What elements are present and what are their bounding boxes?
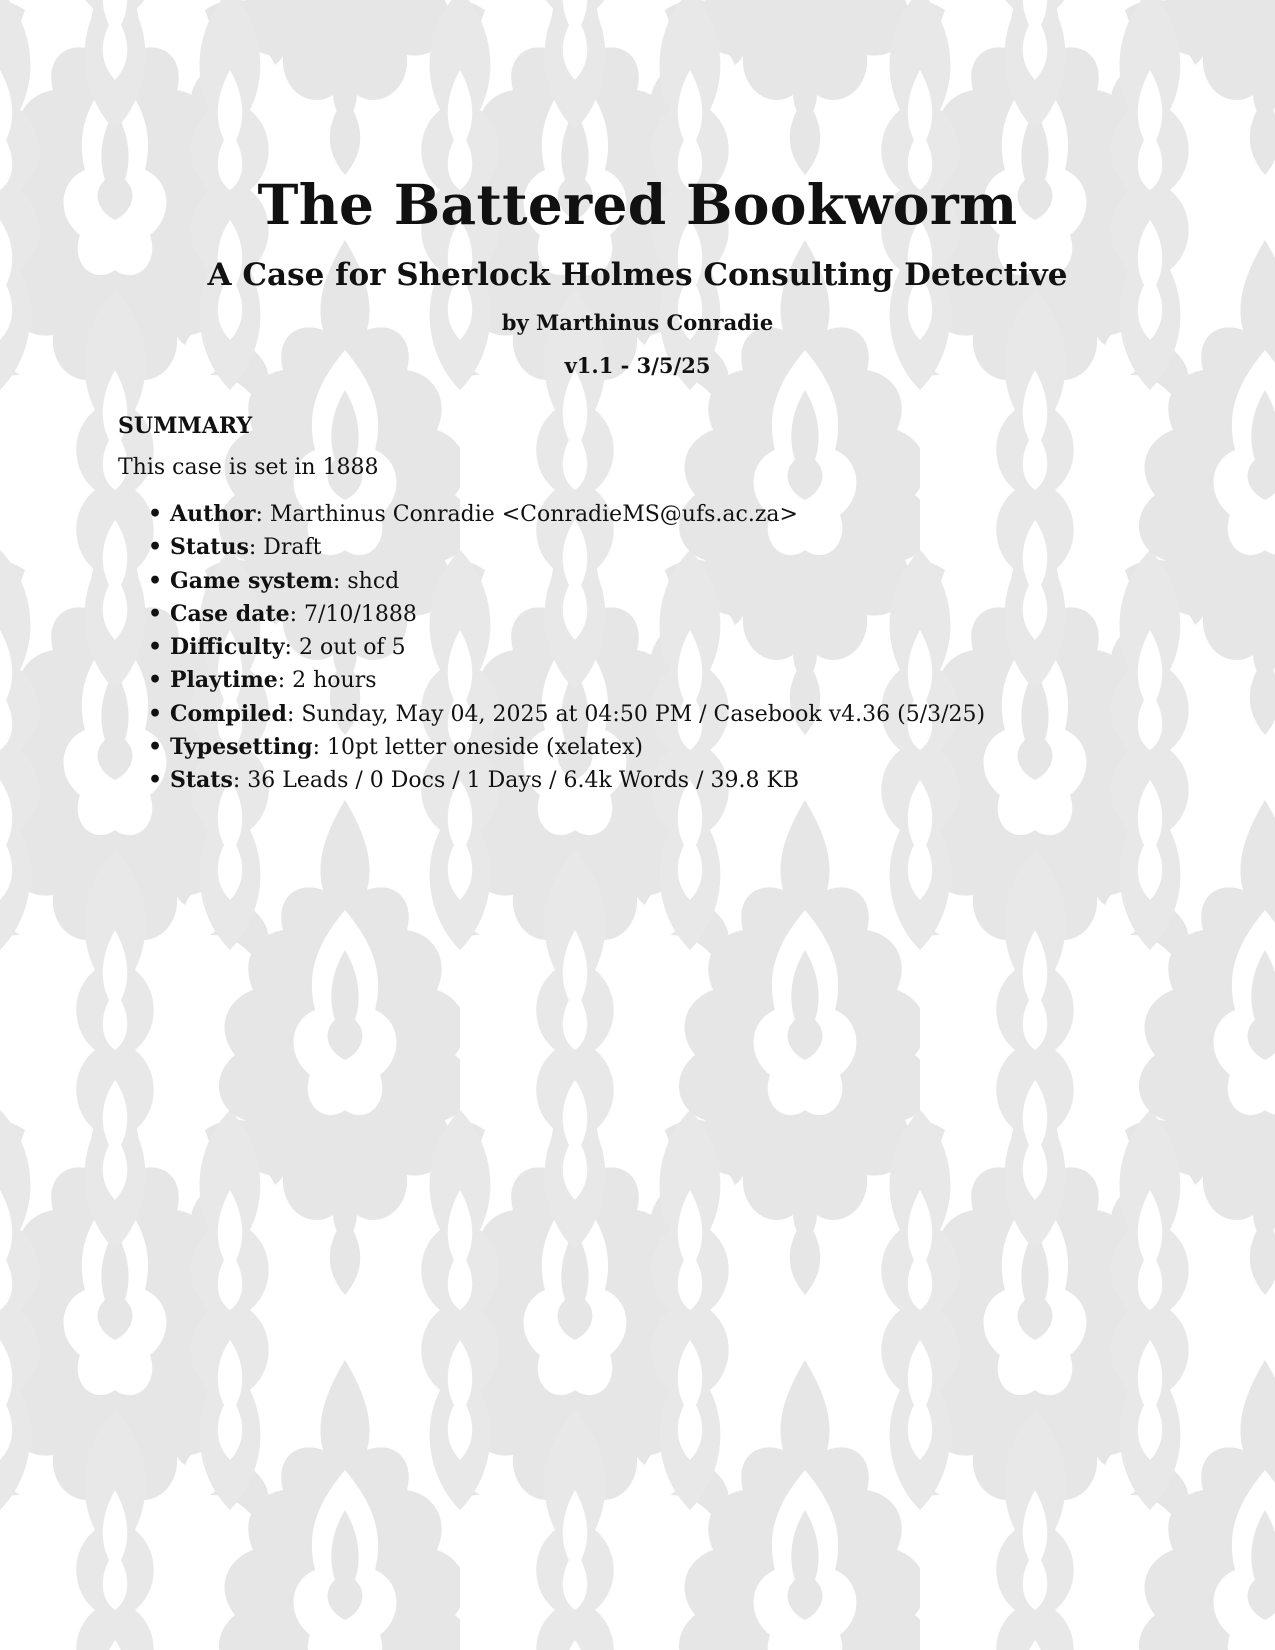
summary-text: This case is set in 1888	[118, 455, 379, 480]
metadata-value: : 7/10/1888	[289, 601, 417, 627]
bullet-icon: •	[148, 600, 163, 627]
metadata-key: Difficulty	[170, 634, 285, 661]
metadata-value: : Sunday, May 04, 2025 at 04:50 PM / Casebook v4.36 (5/3/25)	[286, 701, 986, 727]
summary-heading: SUMMARY	[118, 413, 253, 439]
metadata-key: Game system	[170, 567, 333, 594]
metadata-item-playtime	[148, 664, 985, 697]
bullet-icon: •	[148, 734, 163, 761]
bullet-icon: •	[148, 767, 163, 794]
metadata-item-status	[148, 531, 985, 564]
version-line: v1.1 - 3/5/25	[564, 353, 711, 378]
metadata-item-author	[148, 498, 985, 531]
metadata-key: Stats	[170, 767, 233, 794]
metadata-value: : 2 out of 5	[284, 635, 406, 661]
bullet-icon: •	[148, 700, 163, 727]
metadata-item-game-system	[148, 565, 985, 598]
metadata-key: Status	[170, 534, 249, 561]
bullet-icon: •	[148, 634, 163, 661]
metadata-value: : 2 hours	[277, 668, 377, 694]
metadata-item-compiled	[148, 698, 985, 731]
metadata-item-stats	[148, 764, 985, 797]
metadata-value: : Marthinus Conradie <ConradieMS@ufs.ac.za>	[255, 502, 798, 527]
metadata-value: : shcd	[332, 568, 400, 594]
metadata-key: Playtime	[170, 667, 278, 694]
case-subtitle: A Case for Sherlock Holmes Consulting Detective	[207, 257, 1068, 293]
metadata-key: Compiled	[170, 700, 287, 727]
bullet-icon: •	[148, 534, 163, 561]
metadata-value: : Draft	[248, 535, 322, 561]
metadata-key: Author	[170, 501, 256, 527]
metadata-item-difficulty	[148, 631, 985, 664]
bullet-icon: •	[148, 567, 163, 594]
metadata-value: : 10pt letter oneside (xelatex)	[312, 735, 644, 761]
case-metadata-list	[148, 498, 985, 798]
bullet-icon: •	[148, 667, 163, 694]
metadata-key: Case date	[170, 600, 290, 627]
metadata-item-case-date	[148, 598, 985, 631]
metadata-key: Typesetting	[170, 734, 313, 761]
bullet-icon: •	[148, 501, 163, 527]
metadata-value: : 36 Leads / 0 Docs / 1 Days / 6.4k Words / 39.8 KB	[232, 768, 800, 794]
byline: by Marthinus Conradie	[501, 310, 774, 335]
case-title: The Battered Bookworm	[257, 172, 1018, 237]
metadata-item-typesetting	[148, 731, 985, 764]
